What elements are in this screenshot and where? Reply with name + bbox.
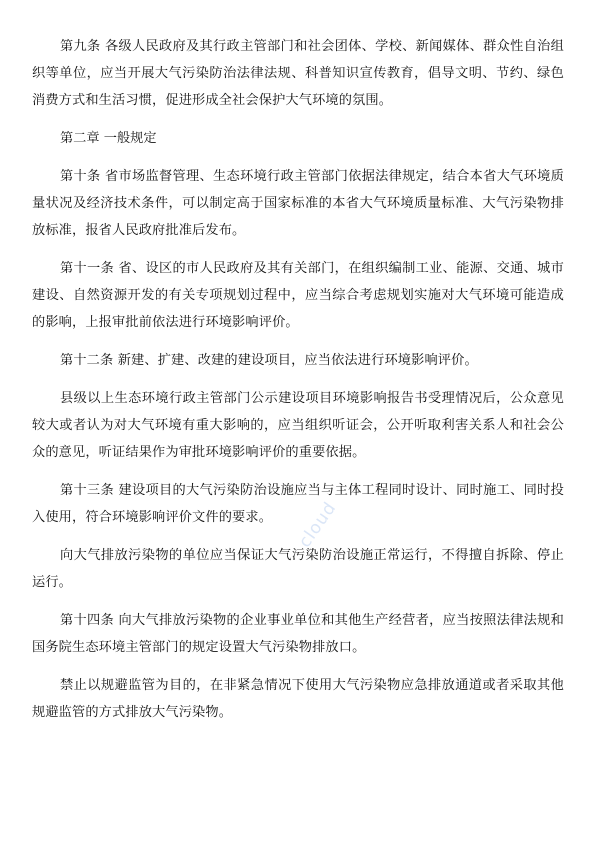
article-13-subparagraph: 向大气排放污染物的单位应当保证大气污染防治设施正常运行，不得擅自拆除、停止运行。 [32,548,564,590]
article-9-paragraph: 第九条 各级人民政府及其行政主管部门和社会团体、学校、新闻媒体、群众性自治组织等单位，应当开展大气污染防治法律法规、科普知识宣传教育，倡导文明、节约、绿色消费方式和生活习惯，促进形成全社会保护大气环境的氛围。 [32,39,564,108]
paragraph-gap [32,114,564,125]
article-12-subparagraph: 县级以上生态环境行政主管部门公示建设项目环境影响报告书受理情况后，公众意见较大或者认为对大气环境有重大影响的，应当组织听证会，公开听取利害关系人和社会公众的意见，听证结果作为审批环境影响评价的重要依据。 [32,391,564,460]
article-10-paragraph: 第十条 省市场监督管理、生态环境行政主管部门依据法律规定，结合本省大气环境质量状况及经济技术条件，可以制定高于国家标准的本省大气环境质量标准、大气污染物排放标准，报省人民政府批准后发布。 [32,169,564,238]
paragraph-gap [32,661,564,672]
paragraph-gap [32,596,564,607]
document-body [32,33,564,726]
paragraph-gap [32,244,564,255]
paragraph-gap [32,374,564,385]
article-14-paragraph: 第十四条 向大气排放污染物的企业事业单位和其他生产经营者，应当按照法律法规和国务院生态环境主管部门的规定设置大气污染物排放口。 [32,613,564,655]
paragraph-gap [32,152,564,163]
watermark: cloud [295,498,341,552]
paragraph-gap [32,531,564,542]
paragraph-gap [32,466,564,477]
chapter-2-heading: 第二章 一般规定 [60,131,157,146]
article-12-paragraph: 第十二条 新建、扩建、改建的建设项目，应当依法进行环境影响评价。 [60,353,478,368]
article-13-paragraph: 第十三条 建设项目的大气污染防治设施应当与主体工程同时设计、同时施工、同时投入使用，符合环境影响评价文件的要求。 [32,483,564,525]
paragraph-gap [32,336,564,347]
article-14-subparagraph: 禁止以规避监管为目的，在非紧急情况下使用大气污染物应急排放通道或者采取其他规避监管的方式排放大气污染物。 [32,678,564,720]
article-11-paragraph: 第十一条 省、设区的市人民政府及其有关部门，在组织编制工业、能源、交通、城市建设、自然资源开发的有关专项规划过程中，应当综合考虑规划实施对大气环境可能造成的影响，上报审批前依法进行环境影响评价。 [32,261,564,330]
